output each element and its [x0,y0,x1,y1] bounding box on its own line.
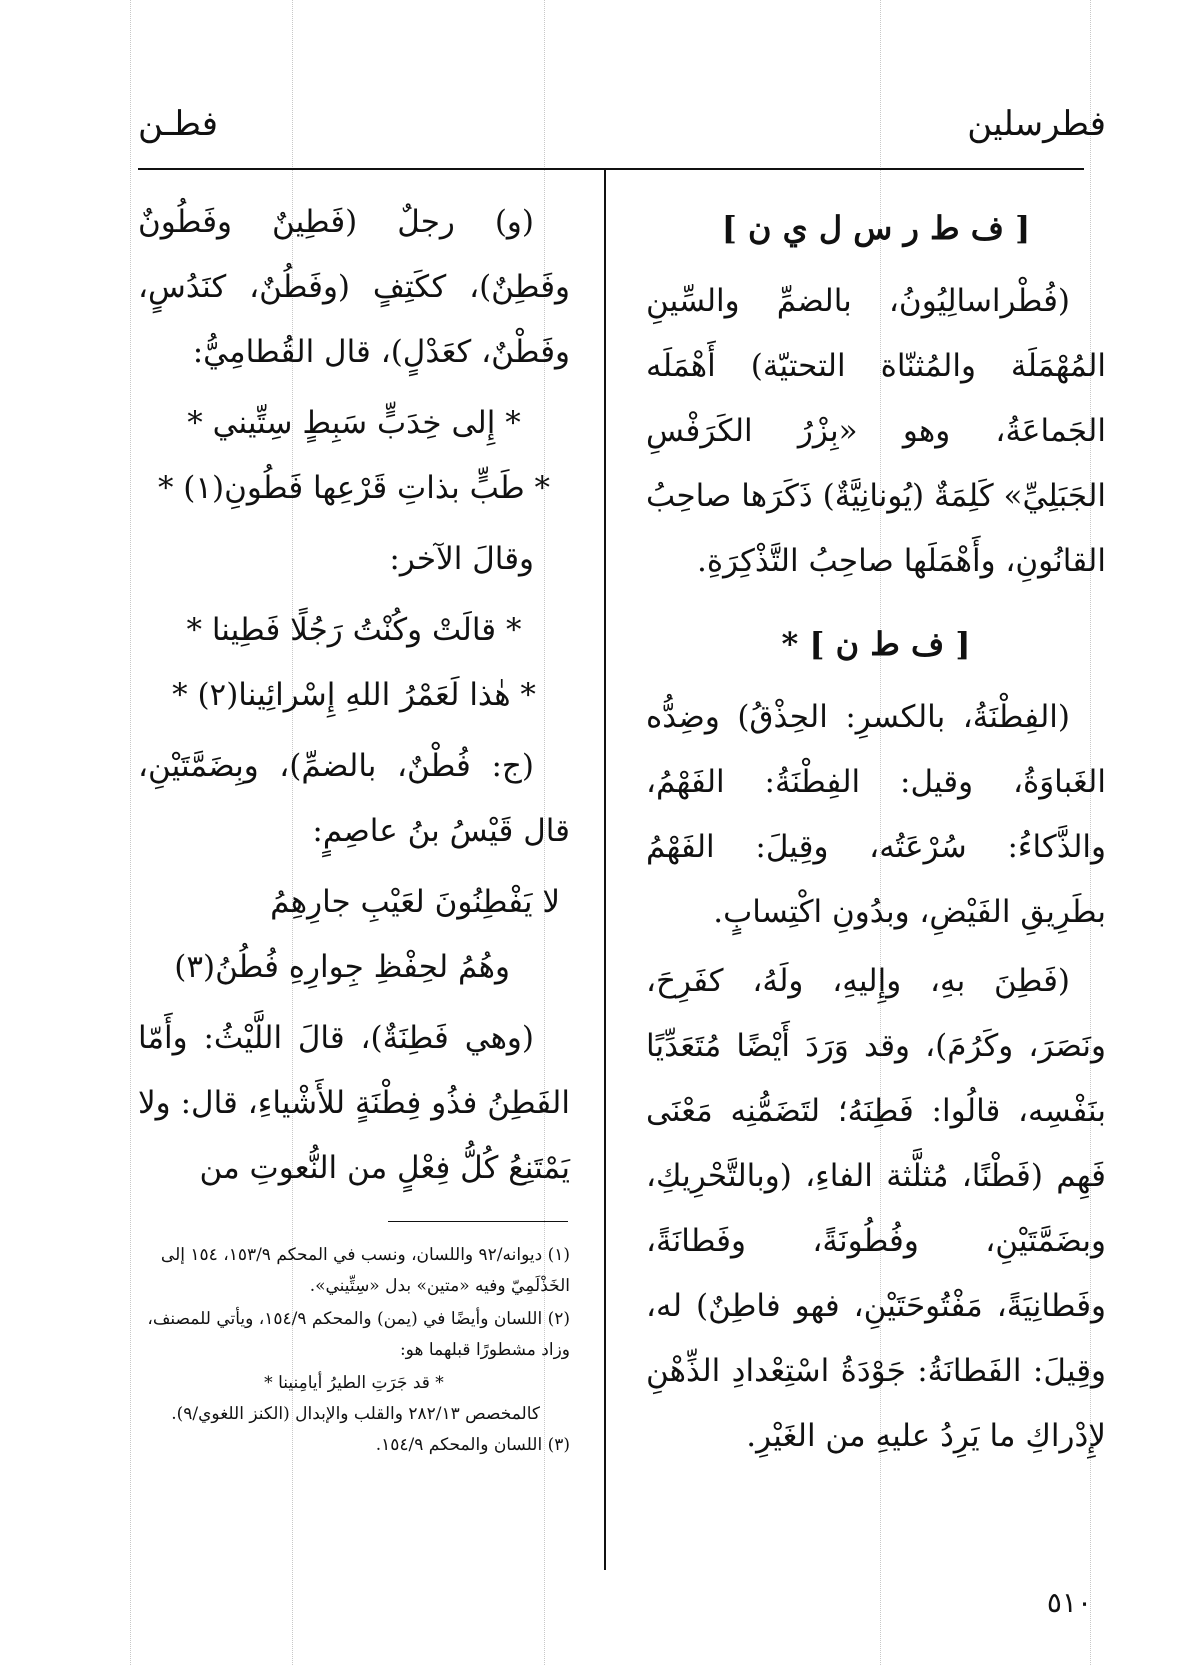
column-divider [604,170,606,1570]
running-head-right: فطرسلين [967,104,1106,144]
verse-qays [138,870,570,1000]
right-column [646,190,1106,1469]
entry-body-ftn-2: (فَطِنَ بهِ، وإِليهِ، ولَهُ، كفَرِحَ، ونَصَرَ، وكَرُمَ)، وقد وَرَدَ أَيْضًا مُتَعَدِّيًا بنَفْسِه، قالُوا: فَطِنَهُ؛ لتَضَمُّنِه مَعْنَى فَهِم (فَطْنًا، مُثلَّثة الفاءِ، (وبالتَّحْرِيكِ، وبضَمَّتَيْنِ، وفُطُونَةً، وفَطانَةً، وفَطانِيَةً، مَفْتُوحَتَيْنِ، فهو فاطِنٌ) له، وقِيلَ: الفَطانَةُ: جَوْدَةُ اسْتِعْدادِ الذِّهْنِ لإِدْراكِ ما يَرِدُ عليهِ من الغَيْرِ. [646,963,1106,1454]
left-para-1: (و) رجلٌ (فَطِينٌ وفَطُونٌ وفَطِنٌ)، ككَتِفٍ (وفَطُنٌ، كنَدُسٍ، وفَطْنٌ، كعَدْلٍ)، قال القُطامِيُّ: [138,204,570,370]
verse-line: * قالَتْ وكُنْتُ رَجُلًا فَطِينا * [186,612,522,648]
footnotes [138,1240,570,1463]
left-para-4: (وهي فَطِنَةٌ)، قالَ اللَّيْثُ: وأَمّا الفَطِنُ فذُو فِطْنَةٍ للأَشْياءِ، قال: ولا يَمْتَنِعُ كُلُّ فِعْلٍ من النُّعوتِ من [138,1020,570,1186]
page-number: ٥١٠ [1046,1586,1092,1619]
entry-title-ftrslyn: [ ف ط ر س ل ي ن ] [721,209,1031,247]
verse-line: وهُمُ لحِفْظِ جِوارِهِ فُطُنُ(٣) [174,949,510,985]
left-para-2: وقالَ الآخر: [389,541,534,577]
verse-line: * إِلى خِدَبٍّ سَبِطٍ سِتِّيني * [187,405,521,441]
verse-line: * هٰذا لَعَمْرُ اللهِ إِسْرائِينا(٢) * [172,677,536,713]
left-column [138,190,570,1201]
header-rule [138,168,1084,170]
entry-title-ftn: [ ف ط ن ] * [781,625,971,663]
footnote-1: (١) ديوانه/٩٢ واللسان، ونسب في المحكم ١٥٣/٩، ١٥٤ إلى الخَذْلَمِيّ وفيه «متين» بدل «سِتِّيني». [160,1245,570,1296]
footnote-2-verse: * قد جَرَتِ الطيرُ أيامِنينا * [264,1373,444,1393]
verse-line: لا يَفْطِنُونَ لعَيْبِ جارِهِمُ [270,884,560,920]
footnote-2: (٢) اللسان وأيضًا في (يمن) والمحكم ١٥٤/٩، ويأتي للمصنف، وزاد مشطورًا قبلهما هو: [147,1309,570,1360]
verse-line: * طَبٍّ بذاتِ قَرْعِها فَطُونِ(١) * [157,470,551,506]
footnote-rule [388,1221,568,1222]
verse-qutami [138,391,570,521]
footnote-2-continued: كالمخصص ٢٨٢/١٣ والقلب والإبدال (الكنز اللغوي/٩). [171,1404,540,1424]
left-para-3: (ج: فُطْنٌ، بالضمِّ)، وبِضَمَّتَيْنِ، قال قَيْسُ بنُ عاصِمٍ: [138,748,570,849]
running-head-left: فطـن [138,104,218,144]
entry-body-ftn-1: (الفِطْنَةُ، بالكسرِ: الحِذْقُ) وضِدُّه الغَباوَةُ، وقيل: الفِطْنَةُ: الفَهْمُ، والذَّكاءُ: سُرْعَتُه، وقِيلَ: الفَهْمُ بطَرِيقِ الفَيْضِ، وبدُونِ اكْتِسابٍ. [646,699,1106,930]
footnote-3: (٣) اللسان والمحكم ١٥٤/٩. [375,1435,570,1455]
entry-body-ftrslyn: (فُطْراسالِيُونُ، بالضمِّ والسِّينِ المُهْمَلَة والمُثنّاة التحتيّة) أَهْمَلَه الجَماعَةُ، وهو «بِزْرُ الكَرَفْسِ الجَبَلِيِّ» كَلِمَةٌ (يُونانِيَّةٌ) ذَكَرَها صاحِبُ القانُونِ، وأَهْمَلَها صاحِبُ التَّذْكِرَةِ. [646,283,1106,579]
verse-akhar [138,598,570,728]
